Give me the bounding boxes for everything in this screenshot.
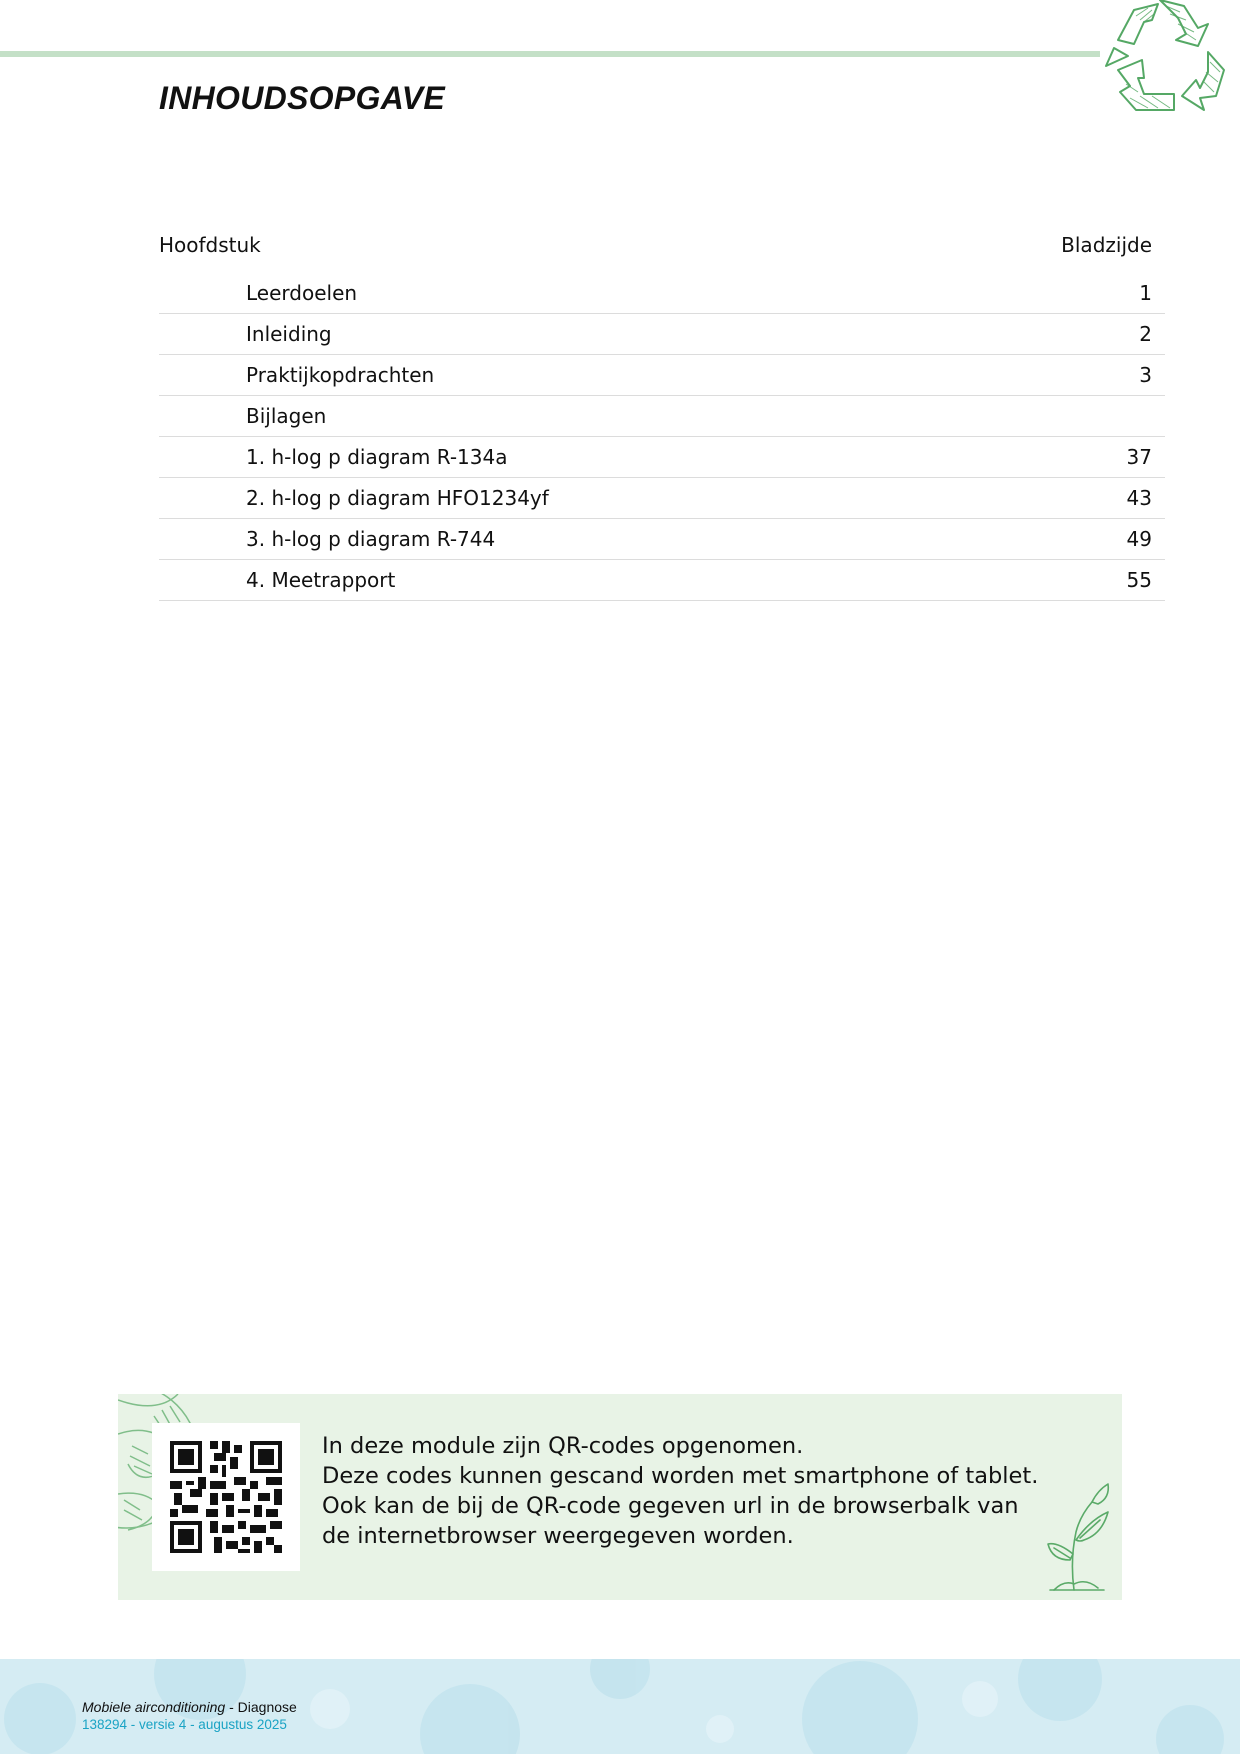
toc-row[interactable] <box>159 314 1165 355</box>
footer-course-title <box>82 1699 297 1715</box>
toc-row[interactable] <box>159 396 1165 437</box>
qr-notice-line: In deze module zijn QR-codes opgenomen. <box>322 1433 804 1459</box>
toc-row-label: Bijlagen <box>246 404 327 428</box>
table-of-contents <box>159 228 1165 601</box>
qr-code-frame <box>152 1423 300 1571</box>
toc-row-page: 3 <box>1139 363 1152 387</box>
toc-row[interactable] <box>159 519 1165 560</box>
toc-row[interactable] <box>159 560 1165 601</box>
qr-notice-panel <box>118 1394 1122 1600</box>
toc-row-label: 2. h-log p diagram HFO1234yf <box>246 486 549 510</box>
recycle-icon <box>1100 0 1240 118</box>
toc-row-page: 37 <box>1126 445 1152 469</box>
toc-chapter-header: Hoofdstuk <box>159 233 261 257</box>
toc-row-label: 4. Meetrapport <box>246 568 396 592</box>
toc-row-page: 2 <box>1139 322 1152 346</box>
page-footer <box>0 1659 1240 1754</box>
qr-notice-line: Ook kan de bij de QR-code gegeven url in de browserbalk van <box>322 1493 1019 1519</box>
footer-version: 138294 - versie 4 - augustus 2025 <box>82 1717 287 1732</box>
plant-icon <box>1040 1480 1112 1592</box>
toc-row-label: Praktijkopdrachten <box>246 363 435 387</box>
toc-page-header: Bladzijde <box>1061 233 1152 257</box>
toc-row-page: 43 <box>1126 486 1152 510</box>
toc-row-page: 49 <box>1126 527 1152 551</box>
toc-row[interactable] <box>159 437 1165 478</box>
toc-header <box>159 228 1165 262</box>
footer-separator: - <box>225 1699 238 1715</box>
toc-row-page: 55 <box>1126 568 1152 592</box>
header-rule <box>0 51 1240 57</box>
page-title: INHOUDSOPGAVE <box>159 80 446 116</box>
toc-row-label: 3. h-log p diagram R-744 <box>246 527 496 551</box>
qr-notice-line: Deze codes kunnen gescand worden met smartphone of tablet. <box>322 1463 1039 1489</box>
toc-row-label: Leerdoelen <box>246 281 358 305</box>
toc-row[interactable] <box>159 478 1165 519</box>
toc-row-label: 1. h-log p diagram R-134a <box>246 445 508 469</box>
footer-subject: Diagnose <box>237 1699 297 1715</box>
qr-code-icon <box>170 1441 282 1553</box>
qr-notice-line: de internetbrowser weergegeven worden. <box>322 1523 794 1549</box>
toc-row-label: Inleiding <box>246 322 332 346</box>
toc-row[interactable] <box>159 355 1165 396</box>
toc-row-page: 1 <box>1139 281 1152 305</box>
qr-notice-text <box>322 1431 1062 1551</box>
toc-row[interactable] <box>159 273 1165 314</box>
footer-course: Mobiele airconditioning <box>82 1699 226 1715</box>
